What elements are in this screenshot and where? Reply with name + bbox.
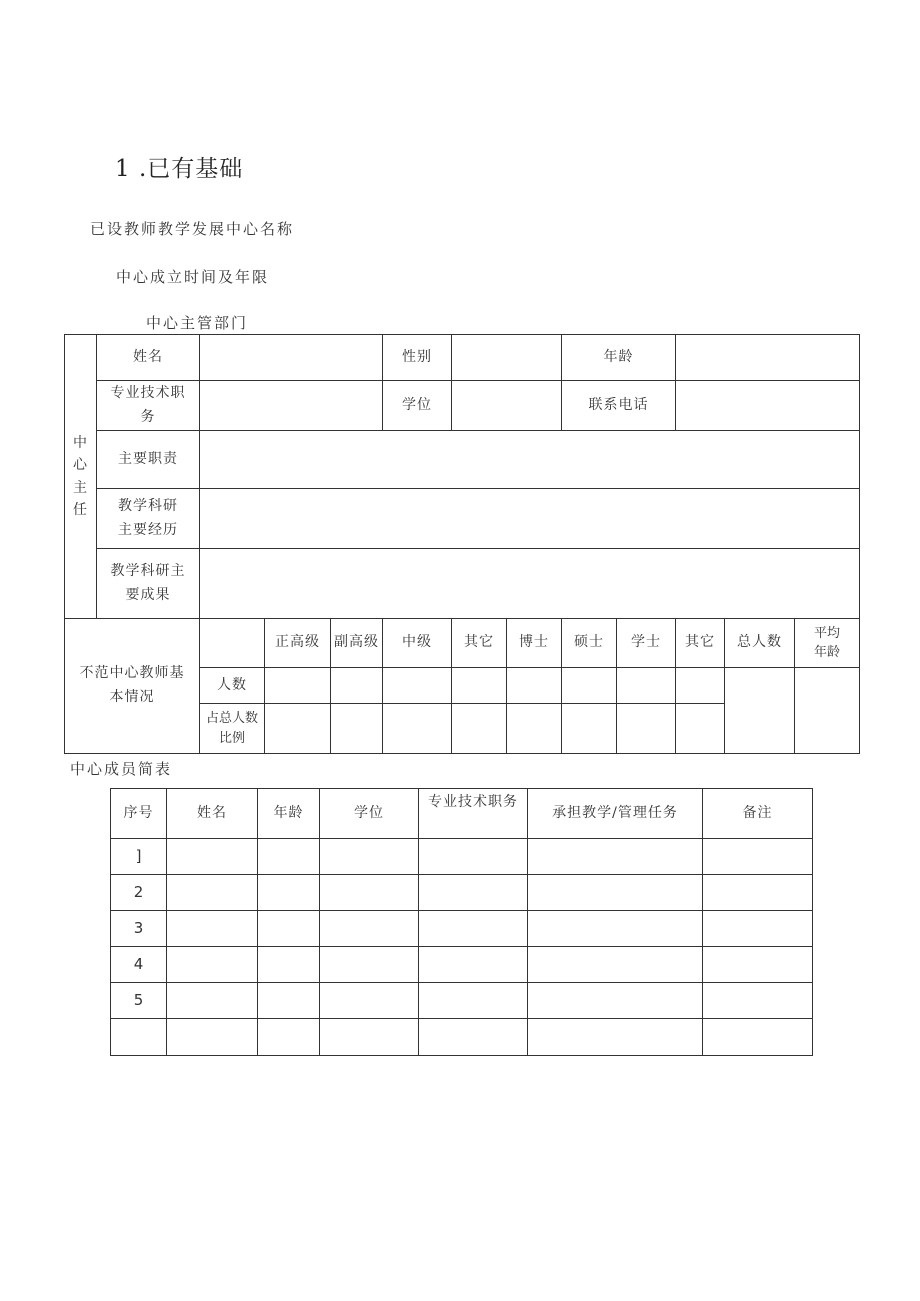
avg-age-cell[interactable] bbox=[795, 668, 860, 754]
duties-cell[interactable] bbox=[200, 431, 860, 489]
phone-cell[interactable] bbox=[676, 381, 860, 431]
member-cell[interactable] bbox=[528, 1019, 703, 1056]
ratio-cell[interactable] bbox=[562, 704, 617, 754]
member-cell[interactable] bbox=[528, 839, 703, 875]
member-cell[interactable] bbox=[528, 983, 703, 1019]
achievements-cell[interactable] bbox=[200, 549, 860, 619]
ratio-row-label: 占总人数 比例 bbox=[200, 704, 265, 754]
total-cell[interactable] bbox=[725, 668, 795, 754]
title-cell[interactable] bbox=[200, 381, 383, 431]
member-cell[interactable] bbox=[320, 1019, 419, 1056]
count-cell[interactable] bbox=[265, 668, 331, 704]
member-cell[interactable] bbox=[528, 911, 703, 947]
member-cell[interactable] bbox=[419, 875, 528, 911]
table-row bbox=[111, 875, 813, 911]
member-cell[interactable] bbox=[258, 911, 320, 947]
header-boshi: 博士 bbox=[507, 619, 562, 668]
member-header-degree: 学位 bbox=[320, 789, 419, 839]
member-header-name: 姓名 bbox=[167, 789, 258, 839]
name-cell[interactable] bbox=[200, 335, 383, 381]
table-row bbox=[111, 983, 813, 1019]
row-index: 4 bbox=[111, 947, 167, 983]
header-xueshi: 学士 bbox=[617, 619, 676, 668]
member-cell[interactable] bbox=[167, 875, 258, 911]
gender-cell[interactable] bbox=[452, 335, 562, 381]
degree-label: 学位 bbox=[383, 381, 452, 431]
count-cell[interactable] bbox=[617, 668, 676, 704]
table-row bbox=[111, 947, 813, 983]
members-table bbox=[110, 788, 813, 1056]
ratio-cell[interactable] bbox=[452, 704, 507, 754]
age-label: 年龄 bbox=[562, 335, 676, 381]
teachers-label: 不范中心教师基 本情况 bbox=[65, 619, 200, 754]
member-header-index: 序号 bbox=[111, 789, 167, 839]
member-cell[interactable] bbox=[258, 1019, 320, 1056]
ratio-cell[interactable] bbox=[676, 704, 725, 754]
teachers-corner-cell bbox=[200, 619, 265, 668]
header-total: 总人数 bbox=[725, 619, 795, 668]
member-cell[interactable] bbox=[419, 1019, 528, 1056]
row-index: 2 bbox=[111, 875, 167, 911]
member-header-age: 年龄 bbox=[258, 789, 320, 839]
header-zhongji: 中级 bbox=[383, 619, 452, 668]
member-cell[interactable] bbox=[167, 947, 258, 983]
ratio-cell[interactable] bbox=[617, 704, 676, 754]
dept-label: 中心主管部门 bbox=[146, 314, 249, 332]
member-cell[interactable] bbox=[167, 839, 258, 875]
header-qita-1: 其它 bbox=[452, 619, 507, 668]
center-name-label: 已设教师教学发展中心名称 bbox=[90, 220, 295, 238]
title-label: 专业技术职 务 bbox=[97, 381, 200, 431]
member-cell[interactable] bbox=[703, 983, 813, 1019]
count-row-label: 人数 bbox=[200, 668, 265, 704]
member-cell[interactable] bbox=[258, 839, 320, 875]
row-index: 3 bbox=[111, 911, 167, 947]
table-row bbox=[111, 911, 813, 947]
member-cell[interactable] bbox=[258, 983, 320, 1019]
member-cell[interactable] bbox=[320, 983, 419, 1019]
phone-label: 联系电话 bbox=[562, 381, 676, 431]
header-avg-age: 平均 年龄 bbox=[795, 619, 860, 668]
header-zhenggaoji: 正高级 bbox=[265, 619, 331, 668]
member-cell[interactable] bbox=[703, 911, 813, 947]
member-cell[interactable] bbox=[528, 947, 703, 983]
member-cell[interactable] bbox=[167, 911, 258, 947]
member-cell[interactable] bbox=[258, 875, 320, 911]
age-cell[interactable] bbox=[676, 335, 860, 381]
duties-label: 主要职责 bbox=[97, 431, 200, 489]
member-cell[interactable] bbox=[528, 875, 703, 911]
count-cell[interactable] bbox=[452, 668, 507, 704]
ratio-cell[interactable] bbox=[265, 704, 331, 754]
member-cell[interactable] bbox=[320, 911, 419, 947]
row-index bbox=[111, 1019, 167, 1056]
member-cell[interactable] bbox=[703, 839, 813, 875]
member-cell[interactable] bbox=[703, 947, 813, 983]
member-cell[interactable] bbox=[258, 947, 320, 983]
count-cell[interactable] bbox=[676, 668, 725, 704]
header-qita-2: 其它 bbox=[676, 619, 725, 668]
section-title: 1 .已有基础 bbox=[115, 156, 244, 182]
count-cell[interactable] bbox=[331, 668, 383, 704]
ratio-cell[interactable] bbox=[331, 704, 383, 754]
count-cell[interactable] bbox=[562, 668, 617, 704]
achievements-label: 教学科研主 要成果 bbox=[97, 549, 200, 619]
founded-label: 中心成立时间及年限 bbox=[116, 268, 270, 286]
count-cell[interactable] bbox=[507, 668, 562, 704]
ratio-cell[interactable] bbox=[507, 704, 562, 754]
member-header-tasks: 承担教学/管理任务 bbox=[528, 789, 703, 839]
member-header-notes: 备注 bbox=[703, 789, 813, 839]
gender-label: 性别 bbox=[383, 335, 452, 381]
header-fugaoji: 副高级 bbox=[331, 619, 383, 668]
member-cell[interactable] bbox=[419, 983, 528, 1019]
director-label: 中 心 主 任 bbox=[65, 335, 97, 619]
member-cell[interactable] bbox=[703, 875, 813, 911]
member-cell[interactable] bbox=[419, 947, 528, 983]
member-header-title: 专业技术职务 bbox=[419, 789, 528, 839]
member-cell[interactable] bbox=[320, 875, 419, 911]
row-index: ] bbox=[111, 839, 167, 875]
degree-cell[interactable] bbox=[452, 381, 562, 431]
member-cell[interactable] bbox=[419, 911, 528, 947]
member-cell[interactable] bbox=[320, 947, 419, 983]
basic-info-table bbox=[64, 334, 860, 754]
member-cell[interactable] bbox=[703, 1019, 813, 1056]
table-row bbox=[111, 1019, 813, 1056]
count-cell[interactable] bbox=[383, 668, 452, 704]
member-cell[interactable] bbox=[320, 839, 419, 875]
row-index: 5 bbox=[111, 983, 167, 1019]
experience-cell[interactable] bbox=[200, 489, 860, 549]
ratio-cell[interactable] bbox=[383, 704, 452, 754]
member-cell[interactable] bbox=[419, 839, 528, 875]
table-row bbox=[111, 839, 813, 875]
member-cell[interactable] bbox=[167, 1019, 258, 1056]
members-caption: 中心成员简表 bbox=[70, 760, 173, 778]
experience-label: 教学科研 主要经历 bbox=[97, 489, 200, 549]
name-label: 姓名 bbox=[97, 335, 200, 381]
header-shuoshi: 硕士 bbox=[562, 619, 617, 668]
member-cell[interactable] bbox=[167, 983, 258, 1019]
